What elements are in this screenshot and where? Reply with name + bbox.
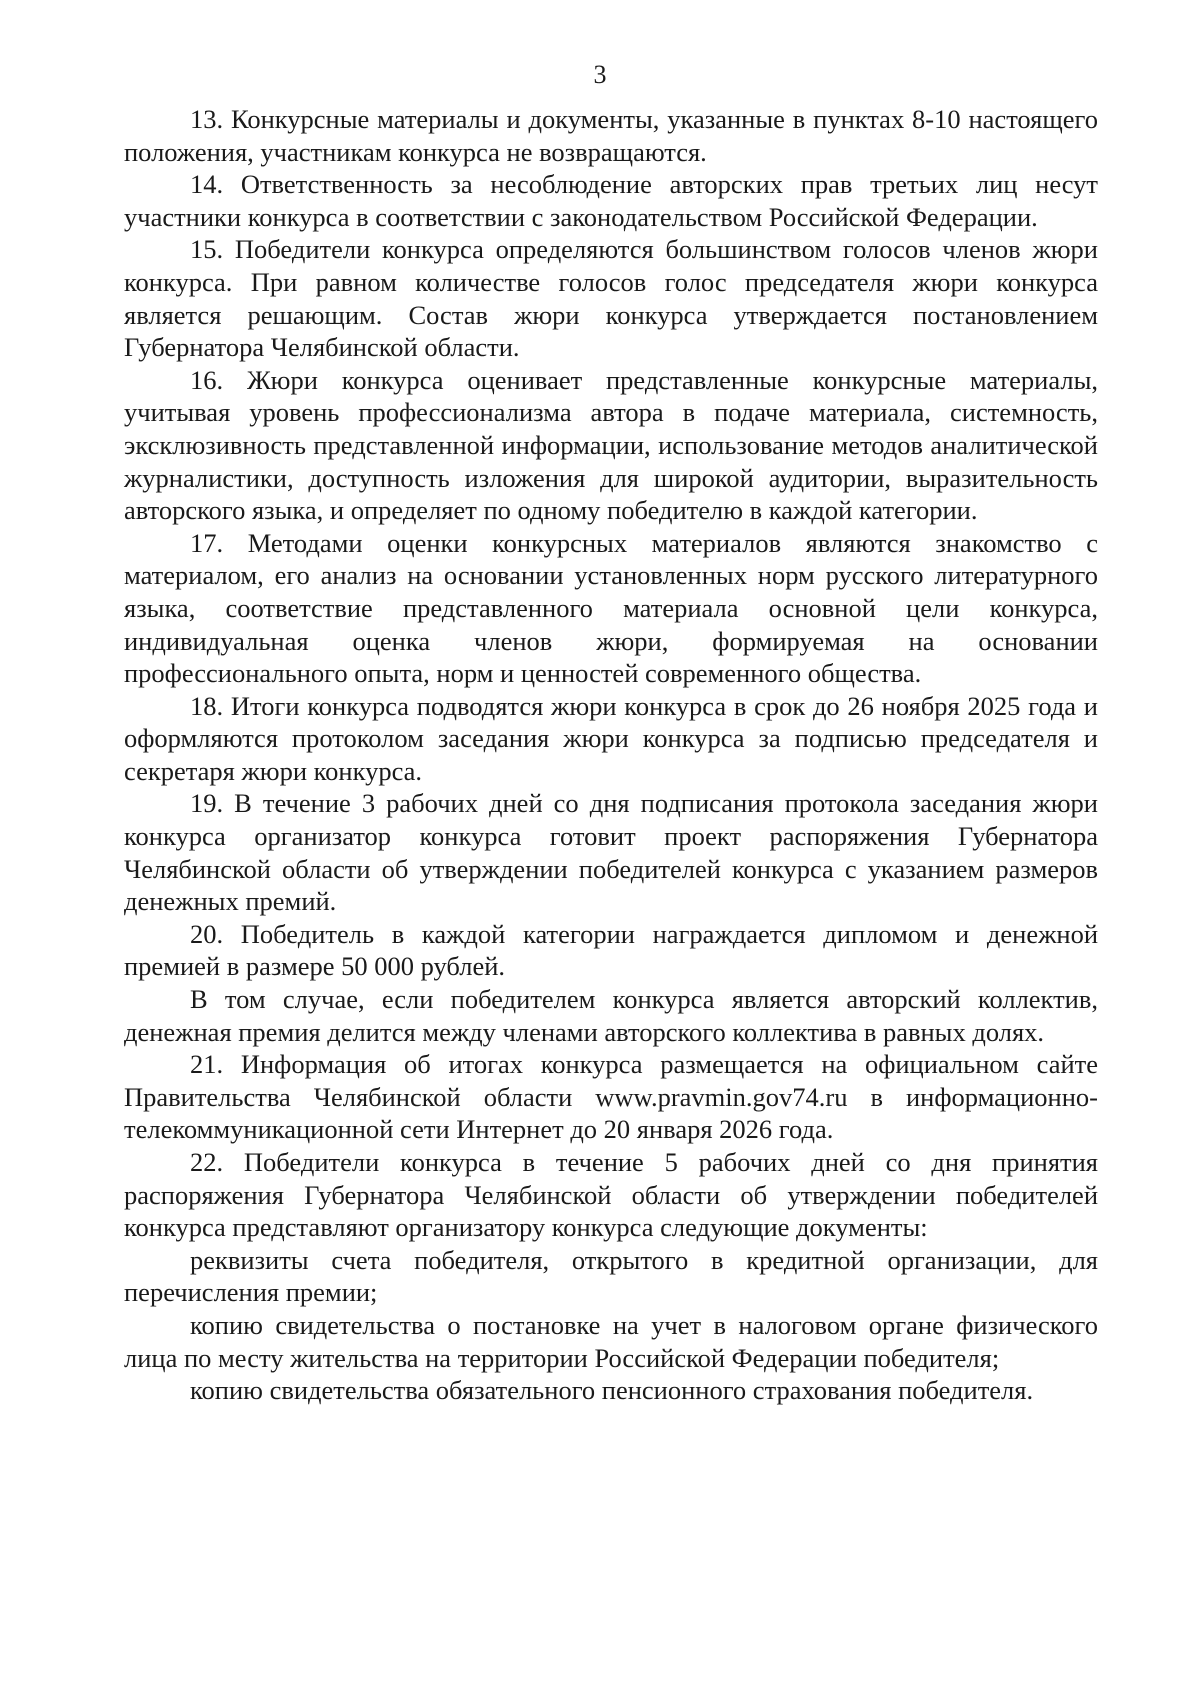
paragraph-21: 21. Информация об итогах конкурса размещается на официальном сайте Правительства Челябинской области www.pravmin.gov74.ru в информационно-телекоммуникационной сети Интернет до 20 января 2026 года. xyxy=(124,1049,1098,1145)
document-body xyxy=(124,103,1098,1407)
paragraph-17: 17. Методами оценки конкурсных материалов являются знакомство с материалом, его анализ на основании установленных норм русского литературного языка, соответствие представленного материала основной цели конкурса, индивидуальная оценка членов жюри, формируемая на основании профессионального опыта, норм и ценностей современного общества. xyxy=(124,527,1098,689)
paragraph-18: 18. Итоги конкурса подводятся жюри конкурса в срок до 26 ноября 2025 года и оформляются протоколом заседания жюри конкурса за подписью председателя и секретаря жюри конкурса. xyxy=(124,690,1098,786)
paragraph-15: 15. Победители конкурса определяются большинством голосов членов жюри конкурса. При равном количестве голосов голос председателя жюри конкурса является решающим. Состав жюри конкурса утверждается постановлением Губернатора Челябинской области. xyxy=(124,234,1098,363)
list-item-tax-certificate: копию свидетельства о постановке на учет в налоговом органе физического лица по месту жительства на территории Российской Федерации победителя; xyxy=(124,1309,1098,1373)
list-item-pension-certificate: копию свидетельства обязательного пенсионного страхования победителя. xyxy=(190,1375,1034,1406)
paragraph-22: 22. Победители конкурса в течение 5 рабочих дней со дня принятия распоряжения Губернатора Челябинской области об утверждении победителей конкурса представляют организатору конкурса следующие документы: xyxy=(124,1147,1098,1243)
paragraph-13: 13. Конкурсные материалы и документы, указанные в пунктах 8-10 настоящего положения, участникам конкурса не возвращаются. xyxy=(124,104,1098,167)
paragraph-14: 14. Ответственность за несоблюдение авторских прав третьих лиц несут участники конкурса в соответствии с законодательством Российской Федерации. xyxy=(124,169,1098,232)
paragraph-16: 16. Жюри конкурса оценивает представленные конкурсные материалы, учитывая уровень профессионализма автора в подаче материала, системность, эксклюзивность представленной информации, использование методов аналитической журналистики, доступность изложения для широкой аудитории, выразительность авторского языка, и определяет по одному победителю в каждой категории. xyxy=(124,364,1098,526)
list-item-bank-details: реквизиты счета победителя, открытого в кредитной организации, для перечисления премии; xyxy=(124,1244,1098,1308)
page-number: 3 xyxy=(593,60,607,89)
paragraph-19: 19. В течение 3 рабочих дней со дня подписания протокола заседания жюри конкурса организатор конкурса готовит проект распоряжения Губернатора Челябинской области об утверждении победителей конкурса с указанием размеров денежных премий. xyxy=(124,788,1098,917)
paragraph-20-collective: В том случае, если победителем конкурса является авторский коллектив, денежная премия делится между членами авторского коллектива в равных долях. xyxy=(124,984,1098,1047)
paragraph-20: 20. Победитель в каждой категории награждается дипломом и денежной премией в размере 50 000 рублей. xyxy=(124,918,1098,982)
